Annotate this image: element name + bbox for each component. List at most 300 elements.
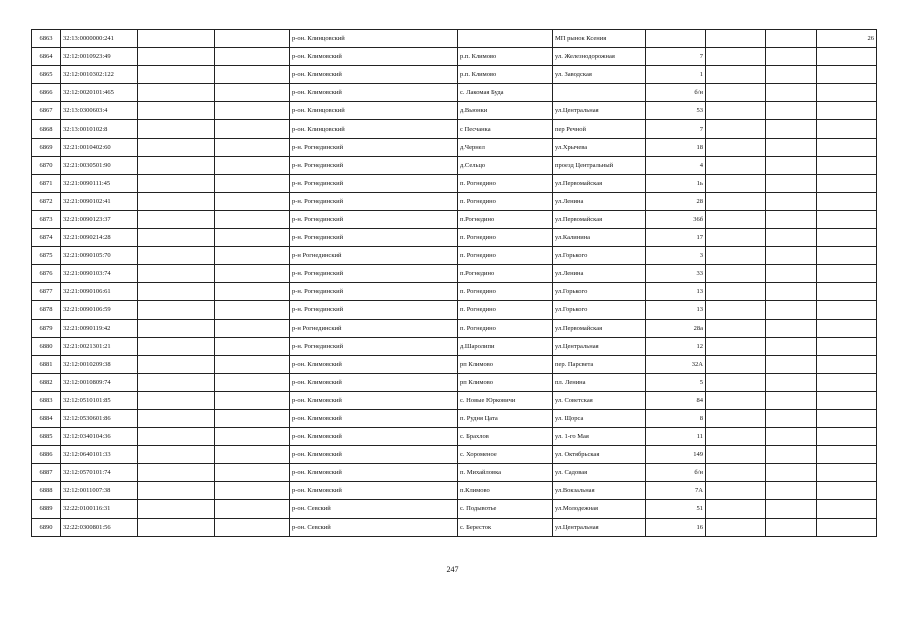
empty-cell [766, 66, 817, 84]
empty-cell [766, 210, 817, 228]
empty-cell [138, 156, 215, 174]
house-number-cell: 8 [646, 409, 706, 427]
row-number-cell: 6884 [32, 409, 61, 427]
value-cell [817, 156, 877, 174]
street-cell: ул.Ленина [553, 192, 646, 210]
cadastral-number-cell: 32:21:0090123:37 [61, 210, 138, 228]
locality-cell: с. Лакомая Буда [458, 84, 553, 102]
empty-cell [766, 428, 817, 446]
street-cell: ул. Щорса [553, 409, 646, 427]
empty-cell [215, 409, 290, 427]
empty-cell [215, 120, 290, 138]
empty-cell [766, 337, 817, 355]
district-cell: р-он. Клинцовский [290, 30, 458, 48]
street-cell: ул. Заводская [553, 66, 646, 84]
value-cell [817, 464, 877, 482]
empty-cell [138, 518, 215, 536]
locality-cell: п. Рогнедино [458, 319, 553, 337]
house-number-cell: 4 [646, 156, 706, 174]
table-row [32, 500, 877, 518]
empty-cell [138, 48, 215, 66]
district-cell: р-он. Севский [290, 500, 458, 518]
district-cell: р-н. Рогнединский [290, 283, 458, 301]
locality-cell: с Песчанка [458, 120, 553, 138]
house-number-cell: 5 [646, 373, 706, 391]
street-cell: ул.Ленина [553, 265, 646, 283]
empty-cell [766, 446, 817, 464]
empty-cell [138, 373, 215, 391]
cadastral-number-cell: 32:12:0640101:33 [61, 446, 138, 464]
house-number-cell: 18 [646, 138, 706, 156]
locality-cell: п.Климово [458, 482, 553, 500]
table-row [32, 102, 877, 120]
table-row [32, 518, 877, 536]
locality-cell: п.Рогнедино [458, 265, 553, 283]
cadastral-number-cell: 32:21:0090106:59 [61, 301, 138, 319]
empty-cell [766, 355, 817, 373]
locality-cell: р.п. Климово [458, 48, 553, 66]
cadastral-number-cell: 32:21:0090105:70 [61, 247, 138, 265]
house-number-cell: б/н [646, 84, 706, 102]
row-number-cell: 6877 [32, 283, 61, 301]
empty-cell [138, 482, 215, 500]
street-cell: пер Речной [553, 120, 646, 138]
cadastral-number-cell: 32:22:0300801:56 [61, 518, 138, 536]
empty-cell [215, 464, 290, 482]
empty-cell [706, 102, 766, 120]
empty-cell [215, 247, 290, 265]
row-number-cell: 6885 [32, 428, 61, 446]
row-number-cell: 6872 [32, 192, 61, 210]
empty-cell [138, 66, 215, 84]
cadastral-number-cell: 32:12:0010809:74 [61, 373, 138, 391]
table-row [32, 464, 877, 482]
empty-cell [766, 102, 817, 120]
locality-cell: р.п. Климово [458, 66, 553, 84]
table-row [32, 283, 877, 301]
locality-cell: д.Вьюнки [458, 102, 553, 120]
cadastral-number-cell: 32:21:0030501:90 [61, 156, 138, 174]
locality-cell: п. Рогнедино [458, 301, 553, 319]
value-cell [817, 66, 877, 84]
district-cell: р-он. Климовский [290, 464, 458, 482]
value-cell [817, 518, 877, 536]
empty-cell [138, 500, 215, 518]
empty-cell [215, 482, 290, 500]
cadastral-number-cell: 32:21:0021301:21 [61, 337, 138, 355]
empty-cell [766, 391, 817, 409]
row-number-cell: 6868 [32, 120, 61, 138]
cadastral-number-cell: 32:13:0000000:241 [61, 30, 138, 48]
empty-cell [706, 30, 766, 48]
empty-cell [215, 428, 290, 446]
street-cell: ул.Горького [553, 301, 646, 319]
row-number-cell: 6871 [32, 174, 61, 192]
empty-cell [706, 373, 766, 391]
empty-cell [215, 84, 290, 102]
empty-cell [215, 102, 290, 120]
street-cell: ул.Хрычева [553, 138, 646, 156]
cadastral-number-cell: 32:21:0090106:61 [61, 283, 138, 301]
value-cell [817, 210, 877, 228]
empty-cell [706, 174, 766, 192]
empty-cell [706, 301, 766, 319]
house-number-cell: 1ь [646, 174, 706, 192]
empty-cell [138, 355, 215, 373]
page-number: 247 [446, 565, 459, 574]
empty-cell [706, 66, 766, 84]
street-cell: ул.Первомайская [553, 174, 646, 192]
table-row [32, 355, 877, 373]
district-cell: р-н. Рогнединский [290, 210, 458, 228]
value-cell [817, 192, 877, 210]
locality-cell: рп Климово [458, 355, 553, 373]
empty-cell [138, 301, 215, 319]
empty-cell [706, 464, 766, 482]
row-number-cell: 6870 [32, 156, 61, 174]
row-number-cell: 6873 [32, 210, 61, 228]
cadastral-number-cell: 32:12:0570101:74 [61, 464, 138, 482]
locality-cell: д.Чернел [458, 138, 553, 156]
table-row [32, 30, 877, 48]
empty-cell [706, 247, 766, 265]
cadastral-number-cell: 32:12:0010302:122 [61, 66, 138, 84]
value-cell [817, 301, 877, 319]
empty-cell [215, 48, 290, 66]
empty-cell [706, 482, 766, 500]
cadastral-number-cell: 32:13:0010102:8 [61, 120, 138, 138]
street-cell: МП рынок Ксения [553, 30, 646, 48]
row-number-cell: 6876 [32, 265, 61, 283]
row-number-cell: 6866 [32, 84, 61, 102]
empty-cell [766, 319, 817, 337]
house-number-cell: 32А [646, 355, 706, 373]
row-number-cell: 6881 [32, 355, 61, 373]
district-cell: р-н. Рогнединский [290, 301, 458, 319]
empty-cell [706, 391, 766, 409]
street-cell: ул. 1-го Мая [553, 428, 646, 446]
empty-cell [706, 319, 766, 337]
row-number-cell: 6889 [32, 500, 61, 518]
empty-cell [215, 337, 290, 355]
district-cell: р-он. Климовский [290, 446, 458, 464]
empty-cell [706, 156, 766, 174]
street-cell: ул.Первомайская [553, 210, 646, 228]
house-number-cell: 51 [646, 500, 706, 518]
empty-cell [138, 138, 215, 156]
street-cell: ул.Центральная [553, 102, 646, 120]
cadastral-number-cell: 32:12:0510101:85 [61, 391, 138, 409]
empty-cell [215, 192, 290, 210]
empty-cell [215, 156, 290, 174]
district-cell: р-он. Климовский [290, 409, 458, 427]
district-cell: р-он. Климовский [290, 355, 458, 373]
value-cell [817, 48, 877, 66]
empty-cell [766, 500, 817, 518]
empty-cell [706, 265, 766, 283]
table-row [32, 192, 877, 210]
house-number-cell: 16 [646, 518, 706, 536]
district-cell: р-он. Климовский [290, 391, 458, 409]
empty-cell [215, 373, 290, 391]
district-cell: р-он. Климовский [290, 428, 458, 446]
row-number-cell: 6882 [32, 373, 61, 391]
value-cell [817, 409, 877, 427]
row-number-cell: 6890 [32, 518, 61, 536]
empty-cell [138, 428, 215, 446]
street-cell: ул.Первомайская [553, 319, 646, 337]
empty-cell [138, 337, 215, 355]
cadastral-number-cell: 32:21:0090102:41 [61, 192, 138, 210]
house-number-cell: 13 [646, 283, 706, 301]
value-cell [817, 229, 877, 247]
table-row [32, 84, 877, 102]
table-row [32, 373, 877, 391]
empty-cell [215, 319, 290, 337]
locality-cell: п. Рогнедино [458, 247, 553, 265]
table-row [32, 391, 877, 409]
value-cell [817, 283, 877, 301]
table-row [32, 210, 877, 228]
empty-cell [138, 446, 215, 464]
empty-cell [706, 120, 766, 138]
empty-cell [138, 409, 215, 427]
empty-cell [766, 138, 817, 156]
empty-cell [138, 84, 215, 102]
locality-cell: п. Рогнедино [458, 174, 553, 192]
empty-cell [215, 500, 290, 518]
empty-cell [706, 409, 766, 427]
district-cell: р-н. Рогнединский [290, 337, 458, 355]
street-cell: ул. Железнодорожная [553, 48, 646, 66]
table-row [32, 120, 877, 138]
row-number-cell: 6888 [32, 482, 61, 500]
street-cell: ул.Центральная [553, 518, 646, 536]
empty-cell [215, 301, 290, 319]
value-cell [817, 428, 877, 446]
street-cell: ул. Советская [553, 391, 646, 409]
empty-cell [706, 518, 766, 536]
empty-cell [215, 355, 290, 373]
district-cell: р-н. Рогнединский [290, 229, 458, 247]
value-cell [817, 355, 877, 373]
house-number-cell: б/н [646, 464, 706, 482]
empty-cell [706, 500, 766, 518]
row-number-cell: 6875 [32, 247, 61, 265]
empty-cell [138, 102, 215, 120]
table-row [32, 428, 877, 446]
cadastral-number-cell: 32:21:0090103:74 [61, 265, 138, 283]
street-cell: ул.Вокзальная [553, 482, 646, 500]
value-cell: 26 [817, 30, 877, 48]
empty-cell [706, 283, 766, 301]
district-cell: р-он. Климовский [290, 84, 458, 102]
cadastral-number-cell: 32:12:0020101:465 [61, 84, 138, 102]
locality-cell: п. Рудня Цата [458, 409, 553, 427]
table-row [32, 409, 877, 427]
empty-cell [706, 84, 766, 102]
house-number-cell: 11 [646, 428, 706, 446]
street-cell: ул.Горького [553, 247, 646, 265]
house-number-cell: 12 [646, 337, 706, 355]
cadastral-number-cell: 32:12:0530601:86 [61, 409, 138, 427]
empty-cell [706, 229, 766, 247]
table-row [32, 265, 877, 283]
empty-cell [138, 120, 215, 138]
cadastral-number-cell: 32:21:0090111:45 [61, 174, 138, 192]
value-cell [817, 84, 877, 102]
empty-cell [766, 373, 817, 391]
cadastral-number-cell: 32:22:0100116:31 [61, 500, 138, 518]
locality-cell: д.Сельцо [458, 156, 553, 174]
empty-cell [138, 283, 215, 301]
value-cell [817, 102, 877, 120]
cadastral-number-cell: 32:12:0340104:36 [61, 428, 138, 446]
empty-cell [215, 518, 290, 536]
empty-cell [138, 391, 215, 409]
empty-cell [138, 192, 215, 210]
street-cell: проезд Центральный [553, 156, 646, 174]
street-cell: пл. Ленина [553, 373, 646, 391]
table-row [32, 229, 877, 247]
row-number-cell: 6865 [32, 66, 61, 84]
table-row [32, 156, 877, 174]
table-row [32, 247, 877, 265]
empty-cell [766, 120, 817, 138]
house-number-cell: 36б [646, 210, 706, 228]
table-row [32, 446, 877, 464]
locality-cell: рп Климово [458, 373, 553, 391]
empty-cell [215, 283, 290, 301]
locality-cell: п. Михайловка [458, 464, 553, 482]
empty-cell [706, 355, 766, 373]
street-cell: ул.Центральная [553, 337, 646, 355]
street-cell [553, 84, 646, 102]
empty-cell [138, 30, 215, 48]
locality-cell: с. Бересток [458, 518, 553, 536]
empty-cell [138, 210, 215, 228]
value-cell [817, 500, 877, 518]
empty-cell [215, 30, 290, 48]
empty-cell [706, 446, 766, 464]
street-cell: пер. Парсвета [553, 355, 646, 373]
district-cell: р-он. Клинцовский [290, 102, 458, 120]
house-number-cell: 13 [646, 301, 706, 319]
house-number-cell: 7 [646, 120, 706, 138]
row-number-cell: 6886 [32, 446, 61, 464]
cadastral-number-cell: 32:12:0010209:38 [61, 355, 138, 373]
value-cell [817, 373, 877, 391]
house-number-cell: 28а [646, 319, 706, 337]
empty-cell [766, 409, 817, 427]
value-cell [817, 446, 877, 464]
table-row [32, 138, 877, 156]
locality-cell: п. Рогнедино [458, 229, 553, 247]
district-cell: р-он. Климовский [290, 48, 458, 66]
value-cell [817, 265, 877, 283]
row-number-cell: 6874 [32, 229, 61, 247]
row-number-cell: 6867 [32, 102, 61, 120]
locality-cell: с. Брахлов [458, 428, 553, 446]
empty-cell [766, 192, 817, 210]
table-row [32, 48, 877, 66]
empty-cell [766, 265, 817, 283]
row-number-cell: 6863 [32, 30, 61, 48]
data-table [31, 29, 877, 537]
value-cell [817, 337, 877, 355]
empty-cell [766, 84, 817, 102]
street-cell: ул. Октябрьская [553, 446, 646, 464]
cadastral-number-cell: 32:21:0090119:42 [61, 319, 138, 337]
house-number-cell: 84 [646, 391, 706, 409]
district-cell: р-н. Рогнединский [290, 265, 458, 283]
district-cell: р-он. Климовский [290, 66, 458, 84]
table-body [32, 30, 877, 537]
locality-cell: д.Шаролипи [458, 337, 553, 355]
empty-cell [706, 192, 766, 210]
empty-cell [766, 156, 817, 174]
empty-cell [766, 30, 817, 48]
house-number-cell: 17 [646, 229, 706, 247]
empty-cell [215, 391, 290, 409]
locality-cell: п. Рогнедино [458, 192, 553, 210]
row-number-cell: 6878 [32, 301, 61, 319]
house-number-cell: 33 [646, 265, 706, 283]
empty-cell [138, 265, 215, 283]
row-number-cell: 6880 [32, 337, 61, 355]
district-cell: р-н Рогнединский [290, 247, 458, 265]
empty-cell [215, 229, 290, 247]
value-cell [817, 482, 877, 500]
house-number-cell: 7А [646, 482, 706, 500]
locality-cell: п. Рогнедино [458, 283, 553, 301]
street-cell: ул.Калинина [553, 229, 646, 247]
empty-cell [706, 337, 766, 355]
empty-cell [766, 301, 817, 319]
street-cell: ул.Молодежная [553, 500, 646, 518]
house-number-cell: 53 [646, 102, 706, 120]
empty-cell [766, 48, 817, 66]
table-row [32, 482, 877, 500]
table-row [32, 319, 877, 337]
empty-cell [138, 464, 215, 482]
empty-cell [138, 229, 215, 247]
house-number-cell [646, 30, 706, 48]
empty-cell [706, 48, 766, 66]
table-row [32, 66, 877, 84]
empty-cell [215, 265, 290, 283]
cadastral-number-cell: 32:21:0090214:28 [61, 229, 138, 247]
empty-cell [138, 174, 215, 192]
empty-cell [706, 210, 766, 228]
empty-cell [766, 283, 817, 301]
row-number-cell: 6879 [32, 319, 61, 337]
cadastral-number-cell: 32:12:0011007:38 [61, 482, 138, 500]
house-number-cell: 7 [646, 48, 706, 66]
value-cell [817, 138, 877, 156]
empty-cell [215, 210, 290, 228]
district-cell: р-н. Рогнединский [290, 156, 458, 174]
house-number-cell: 1 [646, 66, 706, 84]
district-cell: р-н. Рогнединский [290, 138, 458, 156]
value-cell [817, 174, 877, 192]
empty-cell [215, 66, 290, 84]
locality-cell: п.Рогнедино [458, 210, 553, 228]
district-cell: р-н. Рогнединский [290, 192, 458, 210]
cadastral-number-cell: 32:13:0300603:4 [61, 102, 138, 120]
house-number-cell: 149 [646, 446, 706, 464]
empty-cell [766, 247, 817, 265]
